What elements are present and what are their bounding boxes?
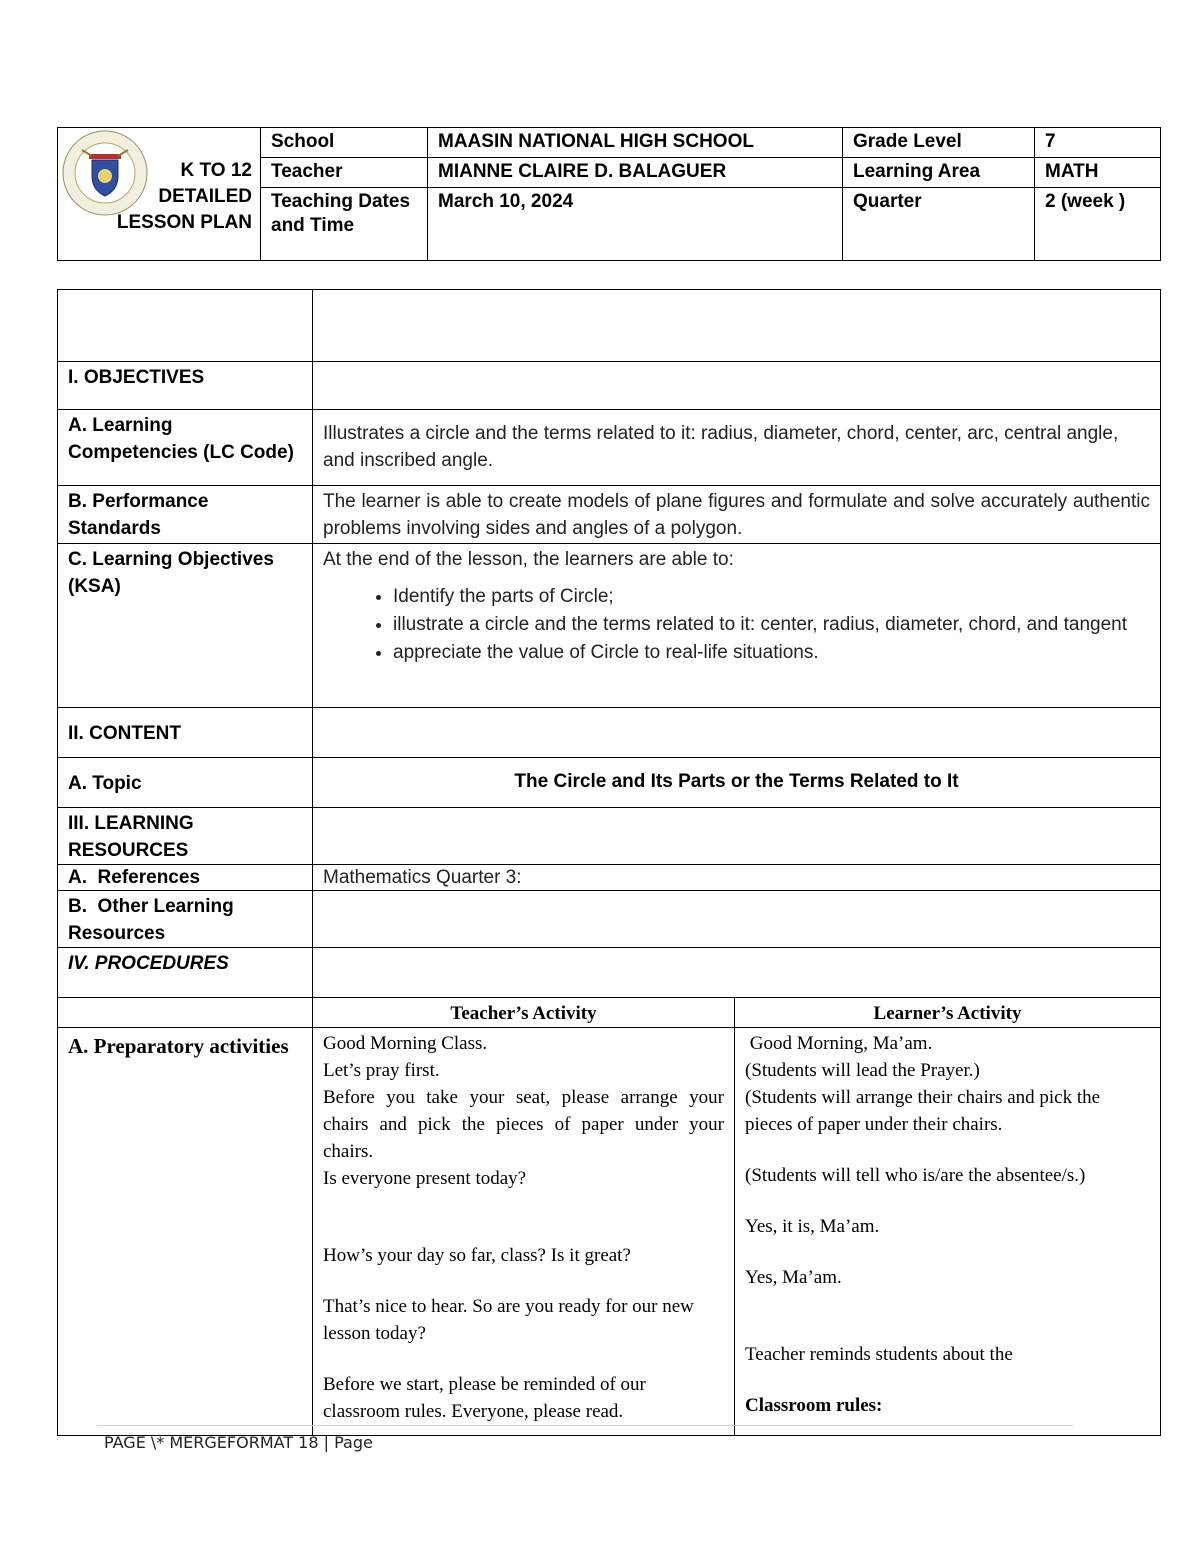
school-label: School [261, 128, 428, 158]
teacher-label: Teacher [261, 158, 428, 188]
content-blank [313, 708, 1161, 758]
quarter-value: 2 (week ) [1035, 188, 1161, 261]
learning-objective-item: • appreciate the value of Circle to real-life situations. [393, 639, 1150, 667]
learning-objective-item: • illustrate a circle and the terms related to it: center, radius, diameter, chord, and tangent [393, 611, 1150, 639]
learning-competencies-label: A. Learning Competencies (LC Code) [58, 410, 313, 486]
teacher-line: Before you take your seat, please arrange your chairs and pick the pieces of paper under your chairs. [323, 1087, 724, 1162]
school-value: MAASIN NATIONAL HIGH SCHOOL [428, 128, 843, 158]
topic-value: The Circle and Its Parts or the Terms Related to It [313, 758, 1161, 808]
learner-line: Yes, it is, Ma’am. [745, 1216, 880, 1237]
topic-label: A. Topic [58, 758, 313, 808]
learning-objective-item: • Identify the parts of Circle; [393, 583, 1150, 611]
blank-cell-right [313, 290, 1161, 362]
page-footer: PAGE \* MERGEFORMAT 18 | Page [104, 1433, 373, 1452]
learning-area-label: Learning Area [843, 158, 1035, 188]
teacher-line: That’s nice to hear. So are you ready for our new lesson today? [323, 1296, 694, 1344]
performance-standards-label: B. Performance Standards [58, 486, 313, 544]
learning-competencies-value: Illustrates a circle and the terms related to it: radius, diameter, chord, center, arc, central angle, and inscribed angle. [313, 410, 1161, 486]
other-resources-label: B. Other Learning Resources [58, 891, 313, 948]
learning-objectives-label: C. Learning Objectives (KSA) [58, 544, 313, 708]
preparatory-activities-label: A. Preparatory activities [58, 1028, 313, 1436]
learner-line: Good Morning, Ma’am. [745, 1033, 933, 1054]
teacher-activity-header: Teacher’s Activity [313, 998, 735, 1028]
grade-level-value: 7 [1035, 128, 1161, 158]
learner-activity-header: Learner’s Activity [735, 998, 1161, 1028]
learner-line: (Students will arrange their chairs and pick the pieces of paper under their chairs. [745, 1087, 1101, 1135]
teaching-dates-label: Teaching Dates and Time [261, 188, 428, 261]
classroom-rules-heading: Classroom rules: [745, 1395, 883, 1416]
teacher-line: Is everyone present today? [323, 1168, 527, 1189]
teacher-value: MIANNE CLAIRE D. BALAGUER [428, 158, 843, 188]
plan-title-line-3: LESSON PLAN [116, 212, 252, 233]
teacher-line: Before we start, please be reminded of our classroom rules. Everyone, please read. [323, 1374, 646, 1422]
procedures-blank [313, 948, 1161, 998]
teaching-dates-value: March 10, 2024 [428, 188, 843, 261]
grade-level-label: Grade Level [843, 128, 1035, 158]
plan-title-line-2: DETAILED [158, 186, 252, 207]
learner-line: (Students will tell who is/are the absentee/s.) [745, 1165, 1086, 1186]
references-value: Mathematics Quarter 3: [313, 865, 1161, 891]
other-resources-blank [313, 891, 1161, 948]
teacher-activity-cell [313, 1028, 735, 1436]
learning-area-value: MATH [1035, 158, 1161, 188]
learning-resources-heading: III. LEARNING RESOURCES [58, 808, 313, 865]
references-label: A. References [58, 865, 313, 891]
plan-title-line-1: K TO 12 [180, 160, 252, 181]
learner-line: (Students will lead the Prayer.) [745, 1060, 980, 1081]
objectives-heading: I. OBJECTIVES [58, 362, 313, 410]
procedures-heading: IV. PROCEDURES [58, 948, 313, 998]
teacher-line: Good Morning Class. [323, 1033, 488, 1054]
objectives-blank [313, 362, 1161, 410]
blank-cell-left [58, 290, 313, 362]
learning-objectives-value [313, 544, 1161, 708]
lesson-plan-table [57, 289, 1161, 1436]
logo-cell [58, 128, 261, 261]
learning-resources-blank [313, 808, 1161, 865]
performance-standards-value: The learner is able to create models of plane figures and formulate and solve accurately authentic problems involving sides and angles of a polygon. [313, 486, 1161, 544]
plan-title [117, 158, 252, 236]
teacher-line: How’s your day so far, class? Is it great? [323, 1245, 631, 1266]
footer-divider [97, 1425, 1073, 1426]
teacher-line: Let’s pray first. [323, 1060, 440, 1081]
learning-objectives-intro: At the end of the lesson, the learners are able to: [323, 549, 734, 570]
learning-objectives-list [323, 583, 1150, 667]
content-heading: II. CONTENT [58, 708, 313, 758]
quarter-label: Quarter [843, 188, 1035, 261]
learner-line: Yes, Ma’am. [745, 1267, 842, 1288]
learner-line: Teacher reminds students about the [745, 1344, 1013, 1365]
activity-header-blank [58, 998, 313, 1028]
header-table [57, 127, 1161, 261]
learner-activity-cell [735, 1028, 1161, 1436]
